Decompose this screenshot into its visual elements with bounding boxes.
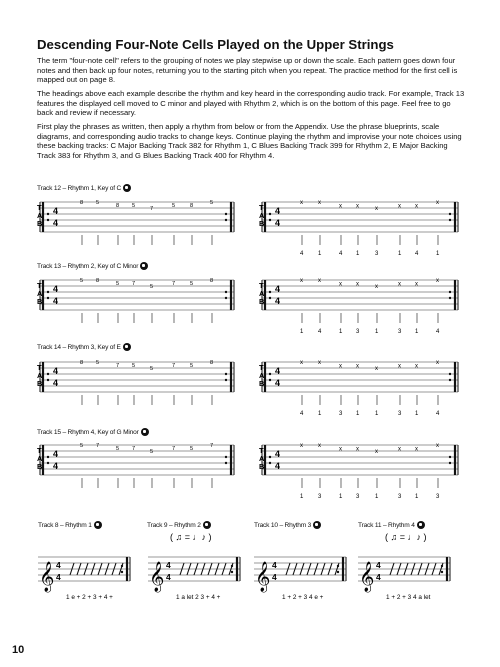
treble-clef-icon: 𝄞 [149, 561, 165, 591]
repeat-dot [449, 462, 451, 464]
time-signature-top: 4 [53, 366, 59, 376]
count-number: 1 [436, 251, 440, 257]
fret-number: 5 [132, 203, 136, 209]
time-signature-bottom: 4 [275, 218, 281, 228]
tab-letter: B [37, 379, 43, 388]
treble-clef-icon: 𝄞 [39, 561, 55, 591]
repeat-dot [225, 373, 227, 375]
repeat-dot [337, 565, 339, 567]
repeat-dot [269, 456, 271, 458]
muted-note-x: x [415, 203, 418, 210]
fret-number: 5 [150, 366, 154, 372]
fret-number: 5 [150, 449, 154, 455]
tab-letter: A [259, 454, 265, 463]
muted-note-x: x [356, 203, 359, 210]
repeat-dot [47, 456, 49, 458]
muted-note-x: x [436, 278, 439, 284]
fret-number: 8 [210, 360, 214, 366]
repeat-dot [269, 379, 271, 381]
fret-number: 5 [96, 360, 100, 366]
muted-note-x: x [415, 363, 418, 370]
count-syllables: 1 + 2 + 3 4 e + [282, 594, 324, 601]
tab-letter: B [259, 462, 265, 471]
fret-number: 5 [116, 446, 120, 452]
tab-letter: B [259, 297, 265, 306]
muted-note-x: x [318, 360, 321, 366]
time-signature-bottom: 4 [56, 572, 61, 582]
count-number: 3 [356, 329, 360, 335]
muted-note-x: x [339, 203, 342, 210]
time-signature-top: 4 [376, 560, 381, 570]
repeat-dot [225, 456, 227, 458]
fret-number: 5 [80, 443, 84, 449]
page-number: 10 [12, 644, 25, 656]
repeat-dot [47, 379, 49, 381]
count-number: 1 [339, 329, 343, 335]
time-signature-bottom: 4 [53, 461, 59, 471]
tab-letter: T [37, 363, 42, 372]
fret-number: 5 [190, 281, 194, 287]
repeat-dot [47, 219, 49, 221]
track-label-text: Track 12 – Rhythm 1, Key of C [37, 184, 122, 192]
swing-indication: ( ♫ = ♩♪ ) [385, 532, 427, 542]
muted-note-x: x [339, 281, 342, 288]
time-signature-bottom: 4 [376, 572, 381, 582]
time-signature-top: 4 [275, 366, 281, 376]
count-number: 4 [318, 329, 322, 335]
time-signature-top: 4 [53, 449, 59, 459]
tab-letter: A [37, 289, 43, 298]
count-number: 4 [300, 251, 304, 257]
time-signature-top: 4 [166, 560, 171, 570]
repeat-dot [449, 219, 451, 221]
repeat-dot [269, 462, 271, 464]
tab-letter: A [259, 211, 265, 220]
muted-note-x: x [436, 360, 439, 366]
count-number: 3 [356, 494, 360, 500]
track-label-text: Track 14 – Rhythm 3, Key of E [37, 343, 121, 351]
tab-letter: B [259, 379, 265, 388]
repeat-dot [269, 291, 271, 293]
repeat-dot [47, 213, 49, 215]
fret-number: 5 [116, 281, 120, 287]
count-number: 1 [415, 411, 419, 417]
count-number: 1 [356, 411, 360, 417]
time-signature-top: 4 [275, 284, 281, 294]
rhythm-label-text: Track 10 – Rhythm 3 [254, 521, 312, 529]
muted-note-x: x [339, 363, 342, 370]
repeat-dot [269, 373, 271, 375]
tab-letter: B [259, 219, 265, 228]
muted-note-x: x [300, 200, 303, 206]
time-signature-top: 4 [275, 206, 281, 216]
rhythm-label-text: Track 11 – Rhythm 4 [358, 521, 415, 529]
fret-number: 5 [80, 278, 84, 284]
tab-letter: T [259, 363, 264, 372]
repeat-dot [449, 373, 451, 375]
swing-indication: ( ♫ = ♩♪ ) [170, 532, 212, 542]
time-signature-bottom: 4 [166, 572, 171, 582]
repeat-dot [121, 565, 123, 567]
muted-note-x: x [318, 278, 321, 284]
practice-paragraph: First play the phrases as written, then apply a rhythm from below or from the Appendix. Use the phrase blueprints, scale diagrams, and corresponding audio tracks to change keys. Continue playing the rhythm and improvise your note choices using these backing tracks: C Major Backing Track 382 for Rhythm 1, C Blues Backing Track 399 for Rhythm 2, E Major Backing Track 383 for Rhythm 3, and G Blues Backing Track 400 for Rhythm 4. [37, 122, 462, 160]
count-number: 1 [375, 494, 379, 500]
fret-number: 5 [96, 200, 100, 206]
fret-number: 8 [116, 203, 120, 209]
muted-note-x: x [436, 200, 439, 206]
muted-note-x: x [356, 363, 359, 370]
repeat-dot [231, 571, 233, 573]
count-number: 3 [398, 411, 402, 417]
count-number: 1 [300, 329, 304, 335]
repeat-dot [225, 291, 227, 293]
repeat-dot [449, 379, 451, 381]
muted-note-x: x [300, 360, 303, 366]
tab-letter: T [37, 446, 42, 455]
track-label-text: Track 15 – Rhythm 4, Key of G Minor [37, 428, 139, 436]
fret-number: 5 [172, 203, 176, 209]
repeat-dot [47, 462, 49, 464]
time-signature-bottom: 4 [53, 378, 59, 388]
fret-number: 7 [172, 363, 176, 369]
count-number: 3 [398, 329, 402, 335]
count-number: 1 [356, 251, 360, 257]
count-number: 4 [339, 251, 343, 257]
tab-letter: T [259, 281, 264, 290]
repeat-dot [449, 456, 451, 458]
fret-number: 7 [116, 363, 120, 369]
time-signature-top: 4 [53, 206, 59, 216]
fret-number: 5 [210, 200, 214, 206]
count-syllables: 1 a let 2 3 + 4 + [176, 594, 221, 601]
fret-number: 7 [210, 443, 214, 449]
repeat-dot [449, 291, 451, 293]
count-number: 4 [300, 411, 304, 417]
count-syllables: 1 + 2 + 3 4 a let [386, 594, 431, 601]
repeat-dot [231, 565, 233, 567]
track-label-text: Track 13 – Rhythm 2, Key of C Minor [37, 262, 139, 270]
repeat-dot [225, 219, 227, 221]
repeat-dot [449, 213, 451, 215]
fret-number: 8 [80, 200, 84, 206]
count-number: 1 [375, 411, 379, 417]
fret-number: 8 [96, 278, 100, 284]
repeat-dot [269, 213, 271, 215]
muted-note-x: x [339, 446, 342, 453]
fret-number: 7 [150, 206, 154, 212]
repeat-dot [225, 213, 227, 215]
fret-number: 8 [210, 278, 214, 284]
count-number: 1 [415, 329, 419, 335]
count-number: 3 [339, 411, 343, 417]
fret-number: 5 [190, 363, 194, 369]
time-signature-bottom: 4 [272, 572, 277, 582]
fret-number: 7 [172, 446, 176, 452]
muted-note-x: x [356, 281, 359, 288]
count-number: 1 [318, 411, 322, 417]
intro-paragraph: The term "four-note cell" refers to the grouping of notes we play stepwise up or down the scale. Each pattern goes down four notes and then back up four notes, returning you to the starting pitch when you repeat. The practice method for the first cell is mapped out on page 8. [37, 56, 458, 84]
muted-note-x: x [318, 200, 321, 206]
muted-note-x: x [356, 446, 359, 453]
repeat-dot [441, 565, 443, 567]
count-number: 4 [436, 329, 440, 335]
muted-note-x: x [300, 278, 303, 284]
fret-number: 7 [172, 281, 176, 287]
repeat-dot [121, 571, 123, 573]
muted-note-x: x [398, 281, 401, 288]
tab-letter: B [37, 462, 43, 471]
repeat-dot [47, 291, 49, 293]
count-number: 3 [398, 494, 402, 500]
fret-number: 7 [132, 446, 136, 452]
time-signature-bottom: 4 [275, 296, 281, 306]
time-signature-bottom: 4 [275, 378, 281, 388]
time-signature-top: 4 [56, 560, 61, 570]
count-number: 1 [415, 494, 419, 500]
muted-note-x: x [398, 446, 401, 453]
repeat-dot [225, 462, 227, 464]
fret-number: 5 [190, 446, 194, 452]
fret-number: 7 [132, 281, 136, 287]
tab-letter: T [259, 446, 264, 455]
tab-letter: A [37, 211, 43, 220]
time-signature-bottom: 4 [53, 296, 59, 306]
fret-number: 5 [150, 284, 154, 290]
fret-number: 8 [80, 360, 84, 366]
rhythm-label-text: Track 8 – Rhythm 1 [38, 521, 92, 529]
tab-letter: T [37, 281, 42, 290]
fret-number: 8 [190, 203, 194, 209]
muted-note-x: x [375, 366, 378, 372]
count-number: 1 [300, 494, 304, 500]
count-number: 4 [436, 411, 440, 417]
treble-clef-icon: 𝄞 [359, 561, 375, 591]
headings-paragraph: The headings above each example describe the rhythm and key heard in the corresponding audio track. For example, Track 13 features the displayed cell moved to C minor and played with Rhythm 2, which is on the bottom of this page. Feel free to go back and review if necessary. [37, 89, 465, 117]
muted-note-x: x [398, 363, 401, 370]
muted-note-x: x [375, 449, 378, 455]
repeat-dot [225, 297, 227, 299]
repeat-dot [441, 571, 443, 573]
muted-note-x: x [318, 443, 321, 449]
count-number: 1 [339, 494, 343, 500]
count-number: 4 [415, 251, 419, 257]
rhythm-label-text: Track 9 – Rhythm 2 [147, 521, 201, 529]
tab-letter: A [37, 454, 43, 463]
tab-letter: A [37, 371, 43, 380]
repeat-dot [449, 297, 451, 299]
time-signature-top: 4 [272, 560, 277, 570]
count-number: 3 [318, 494, 322, 500]
count-number: 3 [436, 494, 440, 500]
repeat-dot [269, 297, 271, 299]
tab-letter: B [37, 219, 43, 228]
muted-note-x: x [398, 203, 401, 210]
count-number: 1 [318, 251, 322, 257]
repeat-dot [225, 379, 227, 381]
repeat-dot [269, 219, 271, 221]
count-number: 1 [398, 251, 402, 257]
repeat-dot [337, 571, 339, 573]
time-signature-top: 4 [53, 284, 59, 294]
count-number: 1 [375, 329, 379, 335]
repeat-dot [47, 297, 49, 299]
treble-clef-icon: 𝄞 [255, 561, 271, 591]
muted-note-x: x [436, 443, 439, 449]
tab-letter: A [259, 371, 265, 380]
fret-number: 5 [132, 363, 136, 369]
tab-letter: A [259, 289, 265, 298]
time-signature-bottom: 4 [275, 461, 281, 471]
count-number: 3 [375, 251, 379, 257]
count-syllables: 1 e + 2 + 3 + 4 + [66, 594, 113, 601]
tab-letter: T [37, 203, 42, 212]
tab-letter: T [259, 203, 264, 212]
time-signature-bottom: 4 [53, 218, 59, 228]
repeat-dot [47, 373, 49, 375]
muted-note-x: x [375, 284, 378, 290]
muted-note-x: x [415, 446, 418, 453]
page-title: Descending Four-Note Cells Played on the Upper Strings [37, 37, 394, 52]
tab-letter: B [37, 297, 43, 306]
fret-number: 7 [96, 443, 100, 449]
muted-note-x: x [415, 281, 418, 288]
muted-note-x: x [375, 206, 378, 212]
time-signature-top: 4 [275, 449, 281, 459]
muted-note-x: x [300, 443, 303, 449]
